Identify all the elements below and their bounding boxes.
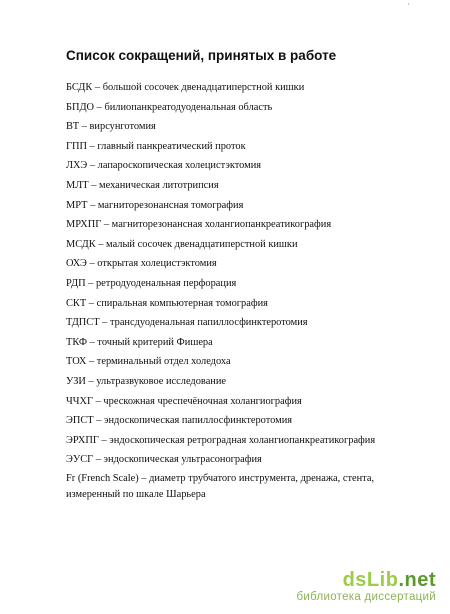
list-item: МСДК – малый сосочек двенадцатиперстной кишки (66, 238, 298, 250)
watermark-logo-tld: .net (398, 569, 436, 591)
list-item: МРТ – магниторезонансная томография (66, 199, 244, 211)
list-item: ТДПСТ – трансдуоденальная папиллосфинктеротомия (66, 317, 308, 329)
list-item: МРХПГ – магниторезонансная холангиопанкреатикография (66, 219, 332, 231)
list-item: РДП – ретродуоденальная перфорация (66, 277, 237, 289)
list-item: ТКФ – точный критерий Фишера (66, 336, 213, 348)
list-item: ЭРХПГ – эндоскопическая ретроградная холангиопанкреатикография (66, 434, 376, 446)
list-item: УЗИ – ультразвуковое исследование (66, 375, 227, 387)
list-item: БПДО – билиопанкреатодуоденальная область (66, 101, 273, 113)
corner-mark: ' (408, 2, 410, 11)
list-item: ВТ – вирсунготомия (66, 121, 156, 133)
list-item: БСДК – большой сосочек двенадцатиперстной кишки (66, 82, 305, 93)
abbreviation-list (66, 81, 406, 503)
list-item: ГПП – главный панкреатический проток (66, 140, 246, 152)
list-item: ЧЧХГ – чрескожная чреспечёночная холангиография (66, 395, 302, 407)
list-item: ЛХЭ – лапароскопическая холецистэктомия (66, 160, 262, 172)
list-item: ОХЭ – открытая холецистэктомия (66, 258, 217, 270)
list-item: СКТ – спиральная компьютерная томография (66, 297, 268, 309)
list-item: ЭУСГ – эндоскопическая ультрасонография (66, 454, 262, 466)
page-title: Список сокращений, принятых в работе (66, 48, 337, 63)
watermark-subtitle: библиотека диссертаций (296, 591, 436, 603)
watermark (296, 569, 436, 604)
list-item: Fr (French Scale) – диаметр трубчатого инструмента, дренажа, стента, измеренный по шкале Шарьера (66, 472, 375, 500)
watermark-logo (296, 569, 436, 591)
list-item: ТОХ – терминальный отдел холедоха (66, 356, 231, 368)
list-item: МЛТ – механическая литотрипсия (66, 179, 219, 191)
list-item: ЭПСТ – эндоскопическая папиллосфинктеротомия (66, 415, 293, 427)
watermark-logo-main: dsLib (342, 569, 399, 591)
